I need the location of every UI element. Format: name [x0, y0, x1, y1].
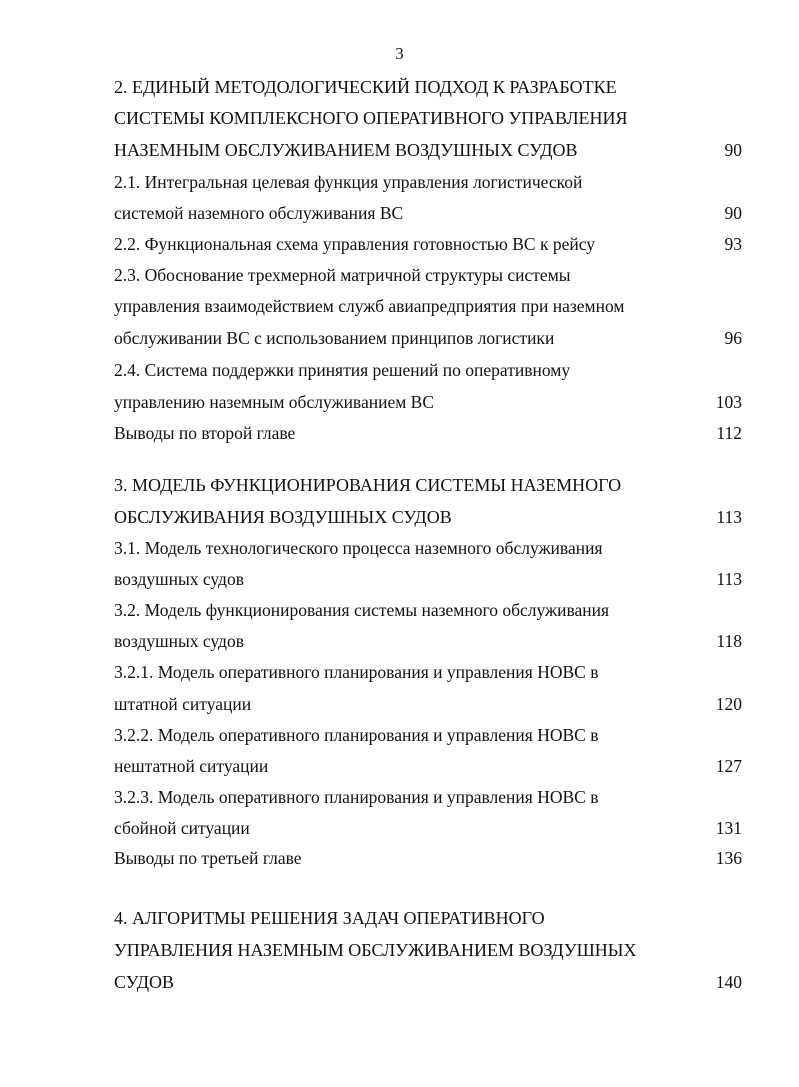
page-number: 3 [395, 44, 404, 63]
toc-chapter-4-title-line-2: УПРАВЛЕНИЯ НАЗЕМНЫМ ОБСЛУЖИВАНИЕМ ВОЗДУШНЫХ [114, 940, 637, 960]
toc-entry-2-3-line-1: 2.3. Обоснование трехмерной матричной структуры системы [114, 265, 571, 285]
toc-entry-2-4-line-2: управлению наземным обслуживанием ВС [114, 392, 435, 412]
toc-entry-3-2-3-line-1: 3.2.3. Модель оперативного планирования и управления НОВС в [114, 787, 599, 807]
toc-chapter-3-title-line-1: 3. МОДЕЛЬ ФУНКЦИОНИРОВАНИЯ СИСТЕМЫ НАЗЕМНОГО [114, 475, 622, 495]
toc-chapter-4-page: 140 [715, 972, 742, 992]
toc-chapter-4-title-line-3: СУДОВ [114, 972, 174, 992]
toc-entry-2-3-line-3: обслуживании ВС с использованием принципов логистики [114, 328, 555, 348]
toc-entry-2-1-page: 90 [724, 203, 742, 223]
toc-entry-3-2-2-line-2: нештатной ситуации [114, 756, 269, 776]
toc-chapter-2-page: 90 [724, 140, 742, 160]
toc-chapter-3-page: 113 [716, 507, 742, 527]
toc-chapter-2-title-line-3: НАЗЕМНЫМ ОБСЛУЖИВАНИЕМ ВОЗДУШНЫХ СУДОВ [114, 140, 578, 160]
toc-entry-3-2-line-2: воздушных судов [114, 631, 244, 651]
toc-entry-2-2-page: 93 [724, 234, 742, 254]
toc-entry-2-4-line-1: 2.4. Система поддержки принятия решений по оперативному [114, 360, 571, 380]
toc-chapter-2-title-line-2: СИСТЕМЫ КОМПЛЕКСНОГО ОПЕРАТИВНОГО УПРАВЛЕНИЯ [114, 108, 628, 128]
toc-entry-3-1-line-1: 3.1. Модель технологического процесса наземного обслуживания [114, 538, 603, 558]
toc-entry-2-2-line-1: 2.2. Функциональная схема управления готовностью ВС к рейсу [114, 234, 595, 254]
toc-entry-2-1-line-1: 2.1. Интегральная целевая функция управления логистической [114, 172, 583, 192]
toc-entry-3-2-1-line-2: штатной ситуации [114, 694, 252, 714]
toc-entry-3-2-line-1: 3.2. Модель функционирования системы наземного обслуживания [114, 600, 610, 620]
toc-entry-3-2-page: 118 [716, 631, 742, 651]
toc-entry-2-4-page: 103 [715, 392, 742, 412]
toc-conclusions-chapter-3-page: 136 [715, 848, 742, 868]
toc-entry-3-2-2-line-1: 3.2.2. Модель оперативного планирования и управления НОВС в [114, 725, 599, 745]
toc-entry-2-3-line-2: управления взаимодействием служб авиапредприятия при наземном [114, 296, 625, 316]
toc-conclusions-chapter-2: Выводы по второй главе [114, 423, 296, 443]
toc-chapter-2-title-line-1: 2. ЕДИНЫЙ МЕТОДОЛОГИЧЕСКИЙ ПОДХОД К РАЗРАБОТКЕ [114, 77, 617, 97]
toc-entry-3-2-3-page: 131 [715, 818, 742, 838]
toc-entry-3-2-2-page: 127 [715, 756, 742, 776]
toc-entry-3-2-1-line-1: 3.2.1. Модель оперативного планирования и управления НОВС в [114, 662, 599, 682]
toc-entry-3-1-line-2: воздушных судов [114, 569, 244, 589]
toc-entry-3-2-3-line-2: сбойной ситуации [114, 818, 250, 838]
toc-entry-2-1-line-2: системой наземного обслуживания ВС [114, 203, 404, 223]
toc-entry-3-1-page: 113 [716, 569, 742, 589]
toc-chapter-4-title-line-1: 4. АЛГОРИТМЫ РЕШЕНИЯ ЗАДАЧ ОПЕРАТИВНОГО [114, 908, 545, 928]
toc-conclusions-chapter-3: Выводы по третьей главе [114, 848, 302, 868]
toc-entry-3-2-1-page: 120 [715, 694, 742, 714]
toc-entry-2-3-page: 96 [724, 328, 742, 348]
toc-chapter-3-title-line-2: ОБСЛУЖИВАНИЯ ВОЗДУШНЫХ СУДОВ [114, 507, 452, 527]
toc-conclusions-chapter-2-page: 112 [716, 423, 742, 443]
